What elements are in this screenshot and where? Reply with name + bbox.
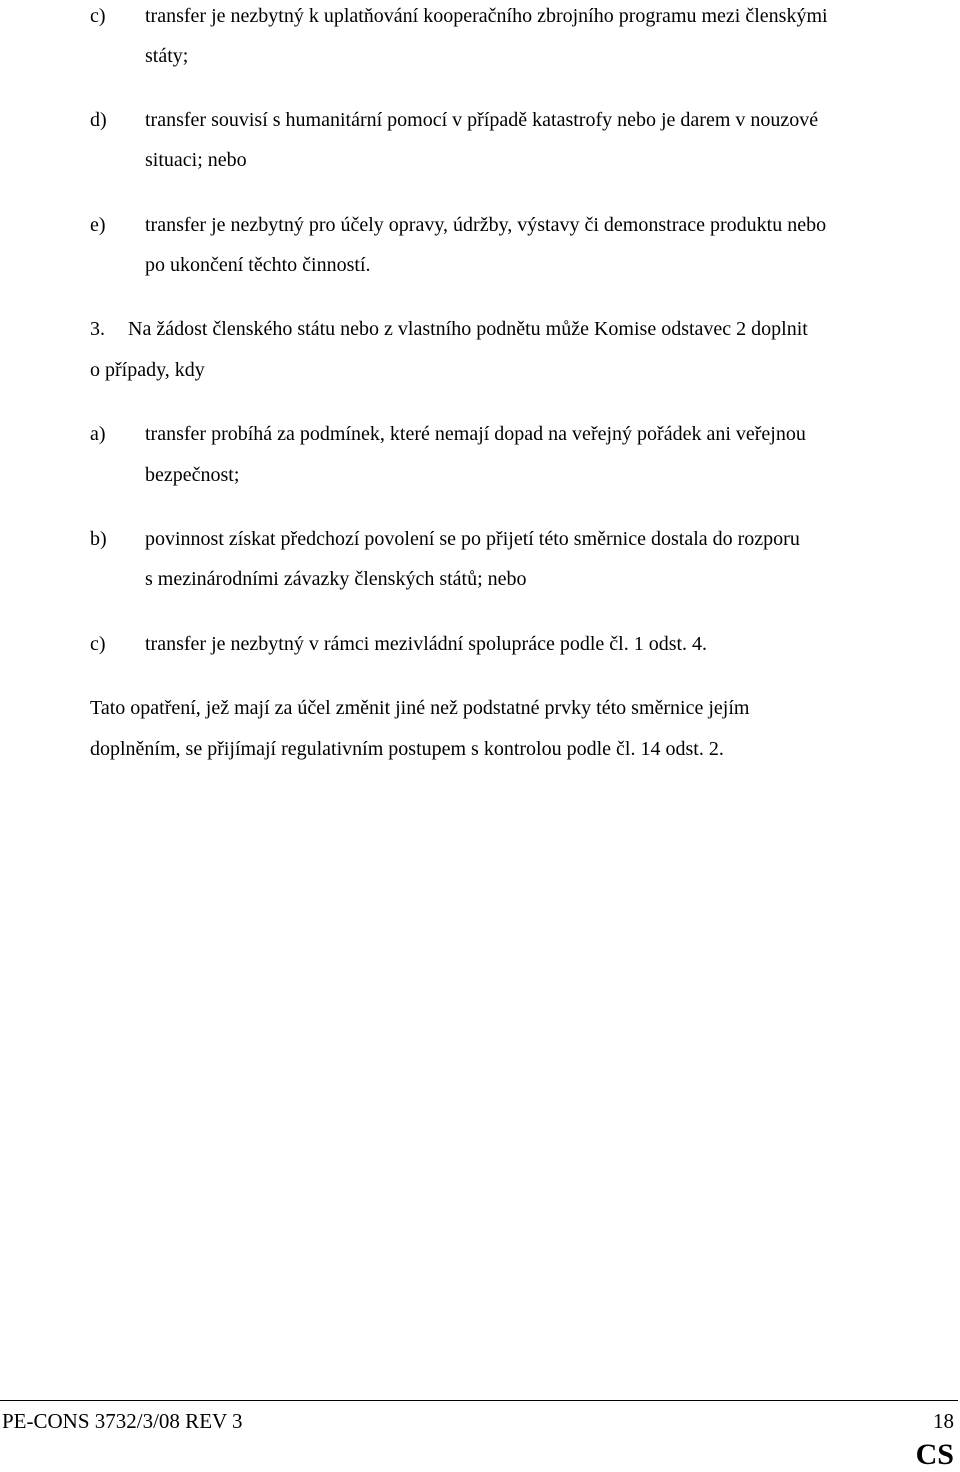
- item-text-line: transfer probíhá za podmínek, které nemají dopad na veřejný pořádek ani veřejnou: [145, 423, 806, 445]
- item-text-line: transfer je nezbytný pro účely opravy, údržby, výstavy či demonstrace produktu nebo: [145, 214, 827, 236]
- item-label: a): [90, 423, 106, 445]
- paragraph-text-line: Na žádost členského státu nebo z vlastního podnětu může Komise odstavec 2 doplnit: [128, 318, 808, 340]
- item-text-line: bezpečnost;: [145, 464, 240, 486]
- item-text-line: situaci; nebo: [145, 149, 247, 171]
- language-code: CS: [915, 1438, 954, 1471]
- closing-text-line: doplněním, se přijímají regulativním postupem s kontrolou podle čl. 14 odst. 2.: [90, 738, 724, 760]
- closing-text-line: Tato opatření, jež mají za účel změnit jiné než podstatné prvky této směrnice jejím: [90, 697, 750, 719]
- item-label: c): [90, 633, 106, 655]
- paragraph-text-line: o případy, kdy: [90, 359, 205, 381]
- item-label: c): [90, 5, 106, 27]
- document-reference: PE-CONS 3732/3/08 REV 3: [2, 1409, 243, 1433]
- page-number: 18: [933, 1409, 954, 1433]
- item-text-line: s mezinárodními závazky členských států; nebo: [145, 568, 527, 590]
- footer-divider: [0, 1400, 958, 1401]
- item-label: e): [90, 214, 106, 236]
- item-label: b): [90, 528, 107, 550]
- paragraph-number: 3.: [90, 318, 105, 340]
- item-text-line: transfer souvisí s humanitární pomocí v případě katastrofy nebo je darem v nouzové: [145, 109, 819, 131]
- item-text-line: transfer je nezbytný k uplatňování kooperačního zbrojního programu mezi členskými: [145, 5, 828, 27]
- item-text-line: povinnost získat předchozí povolení se po přijetí této směrnice dostala do rozporu: [145, 528, 800, 550]
- item-label: d): [90, 109, 107, 131]
- item-text-line: transfer je nezbytný v rámci mezivládní spolupráce podle čl. 1 odst. 4.: [145, 633, 708, 655]
- item-text-line: státy;: [145, 45, 189, 67]
- item-text-line: po ukončení těchto činností.: [145, 254, 371, 276]
